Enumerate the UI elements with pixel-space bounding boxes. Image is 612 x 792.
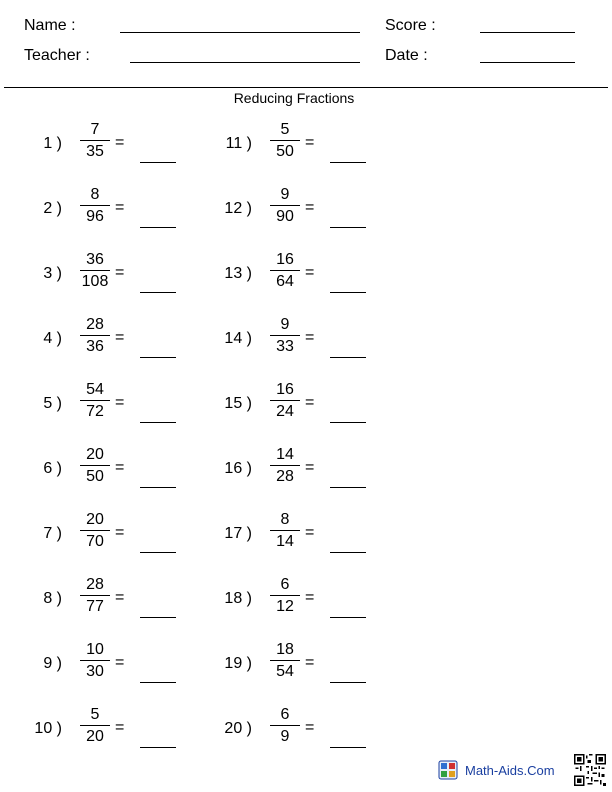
problem-number: 13 ) xyxy=(224,265,252,282)
problem-number: 15 ) xyxy=(224,395,252,412)
problem-number: 8 ) xyxy=(43,590,62,607)
problem-item xyxy=(10,121,190,171)
fraction xyxy=(80,251,110,291)
problem-item xyxy=(200,186,380,236)
equals-sign: = xyxy=(305,134,315,151)
problem-item xyxy=(200,641,380,691)
math-aids-logo-icon xyxy=(438,760,458,780)
answer-blank[interactable] xyxy=(140,227,176,228)
fraction-bar xyxy=(270,140,300,141)
denominator: 96 xyxy=(86,208,104,225)
answer-blank[interactable] xyxy=(140,292,176,293)
denominator: 36 xyxy=(86,338,104,355)
fraction-bar xyxy=(270,465,300,466)
fraction-bar xyxy=(270,335,300,336)
problem-item xyxy=(10,381,190,431)
numerator: 10 xyxy=(86,641,104,658)
problem-number: 12 ) xyxy=(224,200,252,217)
problem-item xyxy=(10,706,190,756)
problem-item xyxy=(200,121,380,171)
denominator: 28 xyxy=(276,468,294,485)
numerator: 6 xyxy=(280,576,290,593)
problem-number: 1 ) xyxy=(43,135,62,152)
equals-sign: = xyxy=(305,459,315,476)
denominator: 77 xyxy=(86,598,104,615)
numerator: 16 xyxy=(276,381,294,398)
answer-blank[interactable] xyxy=(140,747,176,748)
fraction xyxy=(270,511,300,551)
date-label: Date : xyxy=(385,47,428,64)
problem-number: 20 ) xyxy=(224,720,252,737)
name-field[interactable] xyxy=(120,32,360,33)
equals-sign: = xyxy=(305,264,315,281)
numerator: 16 xyxy=(276,251,294,268)
fraction xyxy=(270,576,300,616)
problem-number: 5 ) xyxy=(43,395,62,412)
numerator: 36 xyxy=(86,251,104,268)
answer-blank[interactable] xyxy=(330,487,366,488)
numerator: 20 xyxy=(86,511,104,528)
fraction-bar xyxy=(80,140,110,141)
answer-blank[interactable] xyxy=(330,747,366,748)
equals-sign: = xyxy=(305,329,315,346)
header-divider xyxy=(4,87,608,88)
worksheet-title: Reducing Fractions xyxy=(233,90,355,106)
fraction xyxy=(270,641,300,681)
problem-item xyxy=(200,381,380,431)
numerator: 28 xyxy=(86,316,104,333)
numerator: 8 xyxy=(280,511,290,528)
numerator: 9 xyxy=(280,316,290,333)
fraction-bar xyxy=(270,725,300,726)
fraction xyxy=(270,316,300,356)
fraction-bar xyxy=(270,595,300,596)
qr-code-icon xyxy=(574,754,606,786)
fraction xyxy=(270,446,300,486)
answer-blank[interactable] xyxy=(330,422,366,423)
equals-sign: = xyxy=(115,589,125,606)
fraction xyxy=(270,251,300,291)
problem-number: 6 ) xyxy=(43,460,62,477)
denominator: 50 xyxy=(276,143,294,160)
numerator: 5 xyxy=(280,121,290,138)
equals-sign: = xyxy=(305,524,315,541)
fraction xyxy=(80,446,110,486)
numerator: 20 xyxy=(86,446,104,463)
problem-number: 4 ) xyxy=(43,330,62,347)
answer-blank[interactable] xyxy=(140,357,176,358)
problem-number: 17 ) xyxy=(224,525,252,542)
answer-blank[interactable] xyxy=(330,552,366,553)
answer-blank[interactable] xyxy=(330,292,366,293)
equals-sign: = xyxy=(305,589,315,606)
equals-sign: = xyxy=(115,329,125,346)
denominator: 33 xyxy=(276,338,294,355)
numerator: 28 xyxy=(86,576,104,593)
problem-item xyxy=(200,706,380,756)
fraction-bar xyxy=(80,725,110,726)
fraction xyxy=(80,511,110,551)
answer-blank[interactable] xyxy=(140,682,176,683)
problem-number: 9 ) xyxy=(43,655,62,672)
fraction xyxy=(80,381,110,421)
answer-blank[interactable] xyxy=(330,227,366,228)
denominator: 54 xyxy=(276,663,294,680)
equals-sign: = xyxy=(305,394,315,411)
problem-number: 19 ) xyxy=(224,655,252,672)
denominator: 30 xyxy=(86,663,104,680)
numerator: 7 xyxy=(90,121,100,138)
denominator: 64 xyxy=(276,273,294,290)
fraction-bar xyxy=(80,660,110,661)
fraction-bar xyxy=(270,270,300,271)
fraction-bar xyxy=(270,205,300,206)
denominator: 50 xyxy=(86,468,104,485)
problem-item xyxy=(200,511,380,561)
problem-number: 11 ) xyxy=(225,135,252,152)
equals-sign: = xyxy=(115,459,125,476)
numerator: 14 xyxy=(276,446,294,463)
score-label: Score : xyxy=(385,17,436,34)
denominator: 14 xyxy=(276,533,294,550)
answer-blank[interactable] xyxy=(330,162,366,163)
fraction-bar xyxy=(270,530,300,531)
problem-number: 16 ) xyxy=(224,460,252,477)
answer-blank[interactable] xyxy=(330,682,366,683)
answer-blank[interactable] xyxy=(140,552,176,553)
numerator: 9 xyxy=(280,186,290,203)
date-field[interactable] xyxy=(480,62,575,63)
problem-item xyxy=(10,251,190,301)
fraction xyxy=(80,576,110,616)
equals-sign: = xyxy=(115,199,125,216)
fraction xyxy=(80,121,110,161)
fraction xyxy=(80,186,110,226)
problem-number: 3 ) xyxy=(43,265,62,282)
problem-number: 2 ) xyxy=(43,200,62,217)
fraction xyxy=(80,316,110,356)
equals-sign: = xyxy=(115,264,125,281)
problem-item xyxy=(200,316,380,366)
answer-blank[interactable] xyxy=(140,617,176,618)
problem-number: 18 ) xyxy=(224,590,252,607)
fraction xyxy=(80,706,110,746)
equals-sign: = xyxy=(305,199,315,216)
fraction xyxy=(270,381,300,421)
fraction xyxy=(80,641,110,681)
answer-blank[interactable] xyxy=(330,617,366,618)
fraction xyxy=(270,186,300,226)
fraction xyxy=(270,121,300,161)
numerator: 18 xyxy=(276,641,294,658)
problem-item xyxy=(10,576,190,626)
problem-item xyxy=(10,511,190,561)
answer-blank[interactable] xyxy=(330,357,366,358)
site-name[interactable]: Math-Aids.Com xyxy=(465,763,555,778)
equals-sign: = xyxy=(115,524,125,541)
denominator: 12 xyxy=(276,598,294,615)
equals-sign: = xyxy=(115,719,125,736)
numerator: 8 xyxy=(90,186,100,203)
equals-sign: = xyxy=(115,394,125,411)
answer-blank[interactable] xyxy=(140,422,176,423)
denominator: 24 xyxy=(276,403,294,420)
numerator: 6 xyxy=(280,706,290,723)
numerator: 54 xyxy=(86,381,104,398)
fraction-bar xyxy=(80,465,110,466)
equals-sign: = xyxy=(305,719,315,736)
problem-item xyxy=(10,316,190,366)
denominator: 70 xyxy=(86,533,104,550)
problem-item xyxy=(200,576,380,626)
problem-item xyxy=(200,446,380,496)
equals-sign: = xyxy=(305,654,315,671)
problem-item xyxy=(10,446,190,496)
fraction-bar xyxy=(80,595,110,596)
denominator: 90 xyxy=(276,208,294,225)
answer-blank[interactable] xyxy=(140,487,176,488)
teacher-label: Teacher : xyxy=(24,47,90,64)
problem-number: 7 ) xyxy=(43,525,62,542)
teacher-field[interactable] xyxy=(130,62,360,63)
denominator: 35 xyxy=(86,143,104,160)
fraction-bar xyxy=(80,270,110,271)
problem-item xyxy=(10,641,190,691)
problem-number: 10 ) xyxy=(34,720,62,737)
problem-number: 14 ) xyxy=(224,330,252,347)
problem-item xyxy=(200,251,380,301)
score-field[interactable] xyxy=(480,32,575,33)
equals-sign: = xyxy=(115,134,125,151)
fraction-bar xyxy=(80,400,110,401)
fraction-bar xyxy=(80,335,110,336)
fraction xyxy=(270,706,300,746)
fraction-bar xyxy=(80,205,110,206)
fraction-bar xyxy=(270,660,300,661)
denominator: 20 xyxy=(86,728,104,745)
fraction-bar xyxy=(270,400,300,401)
fraction-bar xyxy=(80,530,110,531)
denominator: 108 xyxy=(81,273,109,290)
equals-sign: = xyxy=(115,654,125,671)
numerator: 5 xyxy=(90,706,100,723)
denominator: 72 xyxy=(86,403,104,420)
name-label: Name : xyxy=(24,17,76,34)
problem-item xyxy=(10,186,190,236)
denominator: 9 xyxy=(280,728,290,745)
answer-blank[interactable] xyxy=(140,162,176,163)
